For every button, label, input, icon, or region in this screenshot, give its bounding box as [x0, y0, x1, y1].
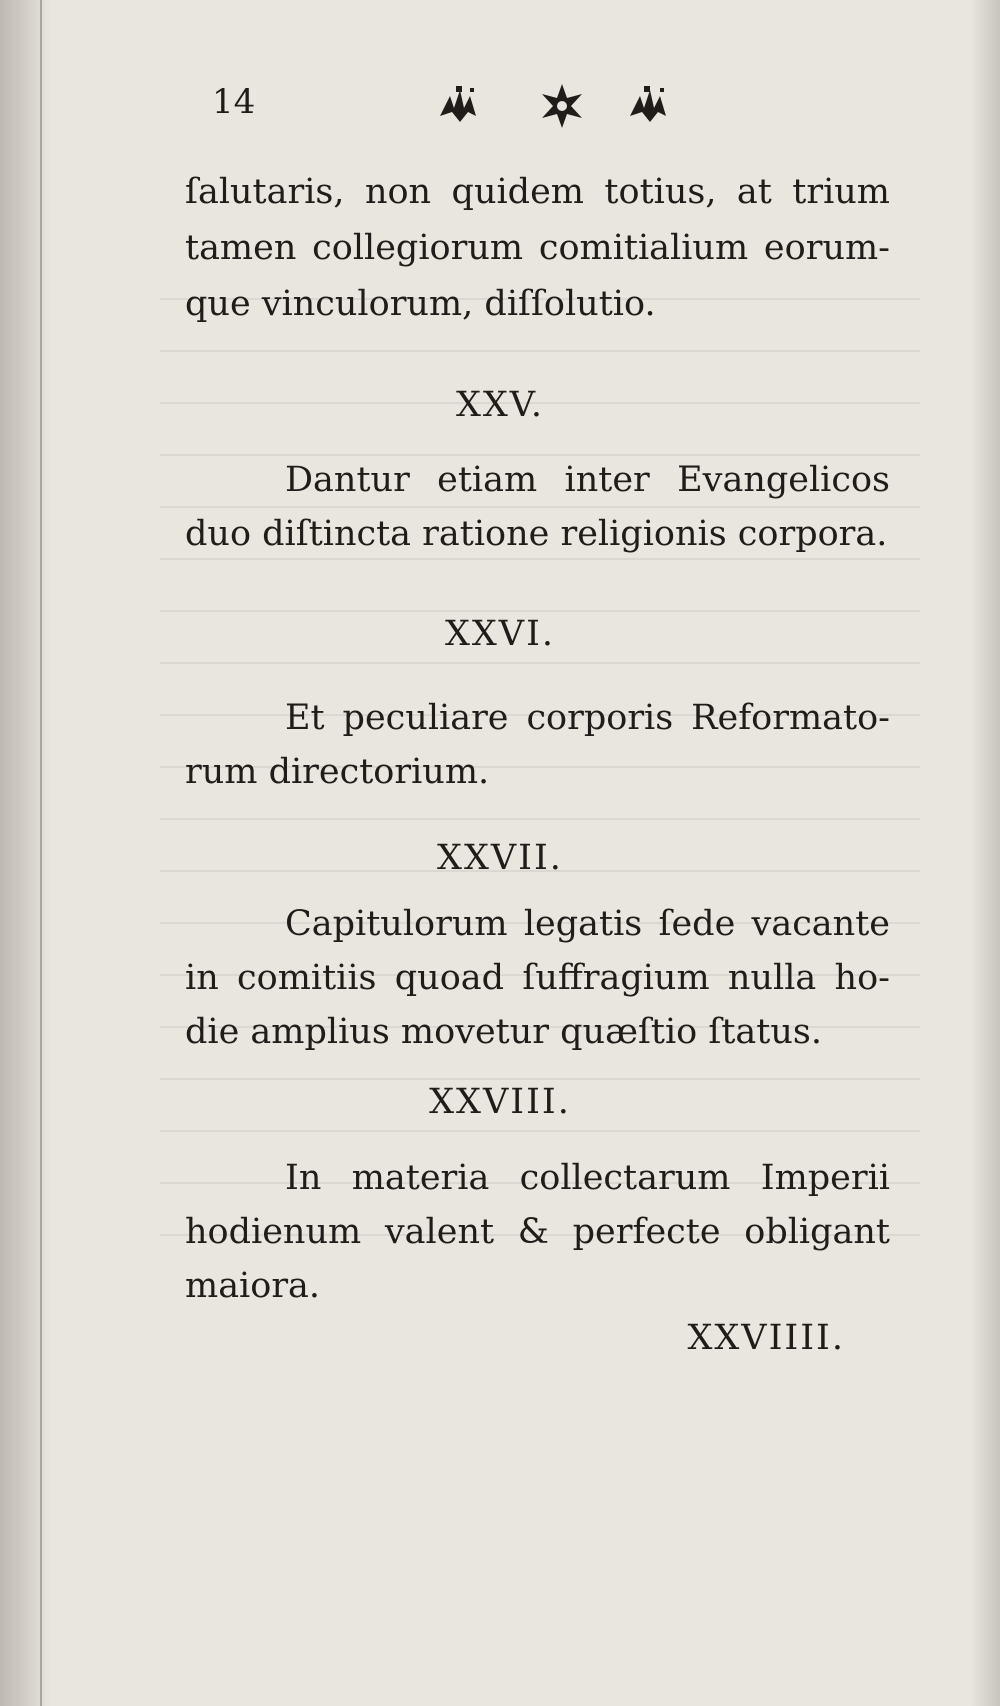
section-xxvii-line-2: in comitiis quoad ſuffragium nulla ho-	[185, 958, 890, 998]
section-xxviii-line-2: hodienum valent & perfecte obligant	[185, 1212, 890, 1252]
section-xxviii-line-3: maiora.	[185, 1266, 321, 1306]
section-xxvi-line-1: Et peculiare corporis Reformato-	[285, 698, 890, 738]
fleuron-ornament-icon	[430, 78, 700, 128]
section-xxvii-line-3: die amplius movetur quæſtio ſtatus.	[185, 1012, 822, 1052]
section-xxvii-line-1: Capitulorum legatis ſede vacante	[285, 904, 890, 944]
section-xxvi-line-2: rum directorium.	[185, 752, 490, 792]
section-heading-xxviii: XXVIII.	[429, 1082, 571, 1122]
intro-line-3: que vinculorum, diſſolutio.	[185, 284, 656, 324]
section-xxviii-line-1: In materia collectarum Imperii	[285, 1158, 890, 1198]
catchword: XXVIIII.	[687, 1318, 845, 1358]
intro-line-2: tamen collegiorum comitialium eorum-	[185, 228, 890, 268]
page-number: 14	[212, 82, 256, 122]
section-heading-xxvi: XXVI.	[444, 614, 556, 654]
intro-line-1: ſalutaris, non quidem totius, at trium	[185, 172, 890, 212]
section-heading-xxvii: XXVII.	[437, 838, 563, 878]
section-heading-xxv: XXV.	[455, 385, 545, 425]
section-xxv-line-1: Dantur etiam inter Evangelicos	[285, 460, 890, 500]
section-xxv-line-2: duo diſtincta ratione religionis corpora.	[185, 514, 888, 554]
